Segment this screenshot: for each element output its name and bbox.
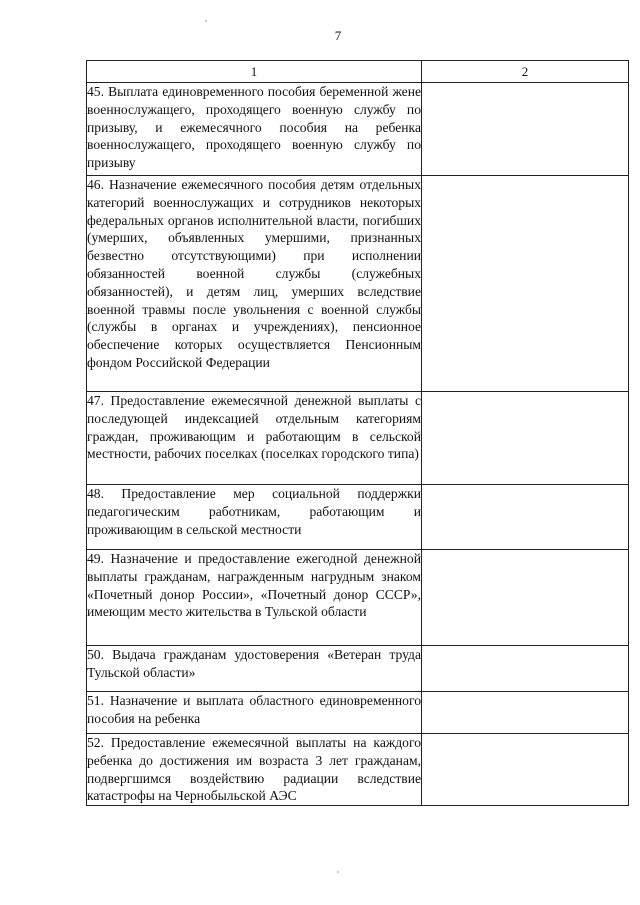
scan-speck	[205, 20, 207, 22]
row-52-text: 52. Предоставление ежемесячной выплаты на каждого ребенка до достижения им возраста 3 лет гражданам, подвергшимся воздействию радиации вследствие катастрофы на Чернобыльской АЭС	[87, 734, 422, 806]
row-50-text: 50. Выдача гражданам удостоверения «Ветеран труда Тульской области»	[87, 646, 422, 692]
column-header-1: 1	[87, 61, 422, 83]
table-row	[87, 550, 629, 646]
row-48-col2	[422, 485, 629, 550]
page-number: 7	[334, 28, 342, 43]
row-46-col2	[422, 176, 629, 392]
row-46-text: 46. Назначение ежемесячного пособия детям отдельных категорий военнослужащих и сотрудников некоторых федеральных органов исполнительной власти, погибших (умерших, объявленных умершими, признанных безвестно отсутствующими) при исполнении обязанностей военной службы (служебных обязанностей), и детям лиц, умерших вследствие военной травмы после увольнения с военной службы (службы в органах и учреждениях), пенсионное обеспечение которых осуществляется Пенсионным фондом Российской Федерации	[87, 176, 422, 392]
row-51-col2	[422, 692, 629, 734]
services-table	[86, 60, 629, 806]
row-47-text: 47. Предоставление ежемесячной денежной выплаты с последующей индексацией отдельным категориям граждан, проживающим и работающим в сельской местности, рабочих поселках (поселках городского типа)	[87, 392, 422, 485]
scan-speck	[337, 871, 339, 873]
row-45-col2	[422, 83, 629, 176]
table-row	[87, 392, 629, 485]
table-row	[87, 692, 629, 734]
table-row	[87, 734, 629, 806]
row-49-text: 49. Назначение и предоставление ежегодной денежной выплаты гражданам, награжденным нагрудным знаком «Почетный донор России», «Почетный донор СССР», имеющим место жительства в Тульской области	[87, 550, 422, 646]
table-row	[87, 176, 629, 392]
row-52-col2	[422, 734, 629, 806]
table-row	[87, 646, 629, 692]
row-45-text: 45. Выплата единовременного пособия беременной жене военнослужащего, проходящего военную службу по призыву, и ежемесячного пособия на ребенка военнослужащего, проходящего военную службу по призыву	[87, 83, 422, 176]
table-row	[87, 485, 629, 550]
row-50-col2	[422, 646, 629, 692]
row-47-col2	[422, 392, 629, 485]
row-51-text: 51. Назначение и выплата областного единовременного пособия на ребенка	[87, 692, 422, 734]
table-row	[87, 83, 629, 176]
column-header-2: 2	[422, 61, 629, 83]
row-49-col2	[422, 550, 629, 646]
row-48-text: 48. Предоставление мер социальной поддержки педагогическим работникам, работающим и проживающим в сельской местности	[87, 485, 422, 550]
table-header-row	[87, 61, 629, 83]
